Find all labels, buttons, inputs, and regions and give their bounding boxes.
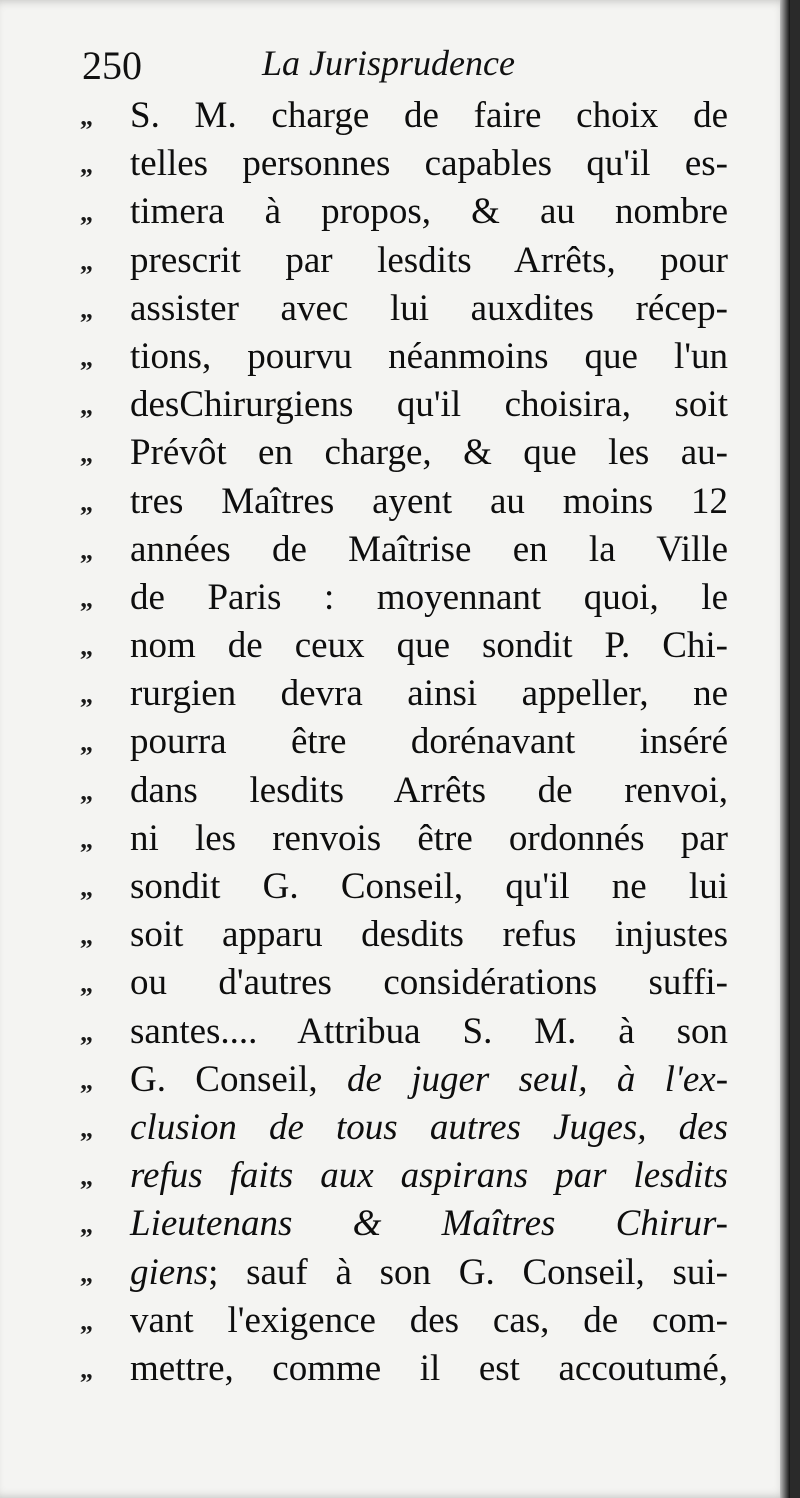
running-title: La Jurisprudence <box>262 43 515 83</box>
line-text <box>130 1249 728 1297</box>
line-text <box>130 959 728 1007</box>
text-line <box>0 911 790 959</box>
quotation-mark: „ <box>80 535 93 565</box>
line-text <box>130 478 728 526</box>
text-line <box>0 188 790 236</box>
text-line <box>0 92 790 140</box>
roman-text: Prévôt en charge, & que les au- <box>130 432 728 474</box>
page-edge-shadow <box>780 0 790 1498</box>
text-line <box>0 333 790 381</box>
quotation-mark: „ <box>80 391 93 421</box>
page-number: 250 <box>82 43 142 88</box>
roman-text: timera à propos, & au nombre <box>130 191 728 233</box>
roman-text: ; sauf à son G. Conseil, sui- <box>208 1251 728 1293</box>
line-text <box>130 622 728 670</box>
roman-text: nom de ceux que sondit P. Chi- <box>130 625 728 667</box>
text-line <box>0 285 790 333</box>
quotation-mark: „ <box>80 632 93 662</box>
quotation-mark: „ <box>80 1065 93 1095</box>
line-text <box>130 333 728 381</box>
roman-text: G. Conseil, <box>130 1058 347 1100</box>
roman-text: prescrit par lesdits Arrêts, pour <box>130 239 728 281</box>
quotation-mark: „ <box>80 1162 93 1192</box>
text-line <box>0 767 790 815</box>
italic-text: Lieutenans & Maîtres Chirur- <box>130 1203 728 1245</box>
line-text <box>130 1104 728 1152</box>
roman-text: soit apparu desdits refus injustes <box>130 914 728 956</box>
quotation-mark: „ <box>80 873 93 902</box>
text-line <box>0 863 790 911</box>
italic-text: refus faits aux aspirans par lesdits <box>130 1155 728 1197</box>
roman-text: pourra être dorénavant inséré <box>130 721 728 763</box>
text-line <box>0 670 790 718</box>
quotation-mark: „ <box>80 1113 93 1143</box>
text-line <box>0 574 790 622</box>
italic-text: de juger seul, à l'ex- <box>346 1058 729 1100</box>
quotation-mark: „ <box>80 294 93 324</box>
quotation-mark: „ <box>80 1354 93 1384</box>
text-line <box>0 526 790 574</box>
line-text <box>130 188 728 236</box>
quotation-mark: „ <box>80 776 93 806</box>
line-text <box>130 718 728 766</box>
roman-text: mettre, comme il est accoutumé, <box>130 1347 728 1389</box>
text-line <box>0 1056 790 1104</box>
roman-text: rurgien devra ainsi appeller, ne <box>130 673 728 715</box>
roman-text: S. M. charge de faire choix de <box>130 95 728 136</box>
quotation-mark: „ <box>80 150 93 180</box>
body-text <box>0 92 790 1393</box>
text-line <box>0 1008 790 1056</box>
roman-text: années de Maîtrise en la Ville <box>130 528 728 570</box>
quotation-mark: „ <box>80 921 93 951</box>
line-text <box>130 670 728 718</box>
quotation-mark: „ <box>80 1017 93 1047</box>
line-text <box>130 1008 728 1056</box>
line-text <box>130 237 728 285</box>
line-text <box>130 526 728 574</box>
line-text <box>130 1056 728 1104</box>
quotation-mark: „ <box>80 1306 93 1336</box>
quotation-mark: „ <box>80 198 93 228</box>
roman-text: assister avec lui auxdites récep- <box>130 287 728 329</box>
line-text <box>130 92 728 140</box>
roman-text: telles personnes capables qu'il es- <box>130 143 728 185</box>
text-line <box>0 1297 790 1345</box>
line-text <box>130 429 728 477</box>
line-text <box>130 1297 728 1345</box>
text-line <box>0 1152 790 1200</box>
line-text <box>130 911 728 959</box>
line-text <box>130 1200 728 1248</box>
text-line <box>0 622 790 670</box>
quotation-mark: „ <box>80 246 93 276</box>
text-line <box>0 429 790 477</box>
quotation-mark: „ <box>80 439 93 469</box>
roman-text: desChirurgiens qu'il choisira, soit <box>130 384 728 426</box>
italic-text: clusion de tous autres Juges, des <box>130 1106 728 1148</box>
quotation-mark: „ <box>80 102 93 131</box>
italic-text: giens <box>130 1251 209 1293</box>
roman-text: dans lesdits Arrêts de renvoi, <box>130 769 728 811</box>
roman-text: ou d'autres considérations suffi- <box>130 962 728 1004</box>
quotation-mark: „ <box>80 728 93 758</box>
text-line <box>0 237 790 285</box>
roman-text: de Paris : moyennant quoi, le <box>130 576 728 618</box>
roman-text: vant l'exigence des cas, de com- <box>130 1299 728 1341</box>
quotation-mark: „ <box>80 487 93 517</box>
roman-text: sondit G. Conseil, qu'il ne lui <box>130 866 728 907</box>
line-text <box>130 285 728 333</box>
line-text <box>130 381 728 429</box>
text-line <box>0 381 790 429</box>
text-line <box>0 718 790 766</box>
line-text <box>130 815 728 863</box>
text-line <box>0 959 790 1007</box>
roman-text: santes.... Attribua S. M. à son <box>130 1010 728 1052</box>
text-line <box>0 1345 790 1393</box>
text-line <box>0 1249 790 1297</box>
line-text <box>130 1152 728 1200</box>
line-text <box>130 574 728 622</box>
quotation-mark: „ <box>80 583 93 613</box>
quotation-mark: „ <box>80 824 93 854</box>
quotation-mark: „ <box>80 969 93 999</box>
quotation-mark: „ <box>80 1258 93 1288</box>
text-line <box>0 478 790 526</box>
text-line <box>0 1104 790 1152</box>
text-line <box>0 140 790 188</box>
quotation-mark: „ <box>80 680 93 710</box>
page-header <box>82 38 722 88</box>
line-text <box>130 140 728 188</box>
quotation-mark: „ <box>80 1210 93 1240</box>
text-line <box>0 1200 790 1248</box>
text-line <box>0 815 790 863</box>
line-text <box>130 863 728 911</box>
roman-text: tres Maîtres ayent au moins 12 <box>130 480 728 522</box>
line-text <box>130 1345 728 1393</box>
quotation-mark: „ <box>80 342 93 372</box>
line-text <box>130 767 728 815</box>
roman-text: ni les renvois être ordonnés par <box>130 817 728 859</box>
roman-text: tions, pourvu néanmoins que l'un <box>130 335 728 377</box>
